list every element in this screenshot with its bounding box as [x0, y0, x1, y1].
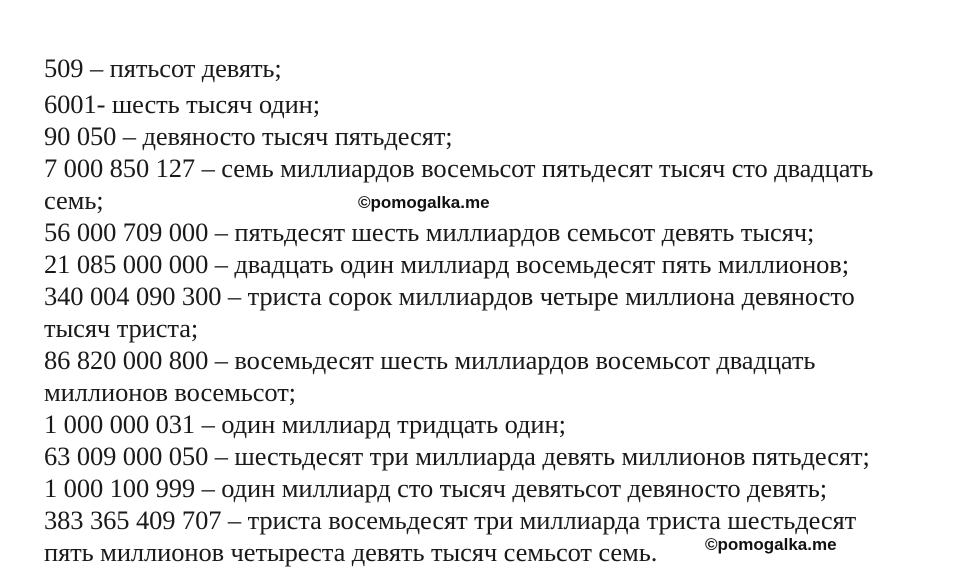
text-line: миллионов восемьсот;	[44, 377, 296, 407]
text-line: 340 004 090 300 – триста сорок миллиардов четыре миллиона девяносто	[44, 281, 855, 311]
watermark: ©pomogalka.me	[358, 193, 490, 212]
text-line: 86 820 000 800 – восемьдесят шесть миллиардов восемьсот двадцать	[44, 345, 816, 375]
watermark: ©pomogalka.me	[705, 535, 837, 554]
text-line: 63 009 000 050 – шестьдесят три миллиарда девять миллионов пятьдесят;	[44, 441, 870, 471]
text-line: 1 000 000 031 – один миллиард тридцать один;	[44, 409, 566, 439]
text-line: 21 085 000 000 – двадцать один миллиард восемьдесят пять миллионов;	[44, 249, 849, 279]
text-line: пять миллионов четыреста девять тысяч семьсот семь.	[44, 537, 658, 567]
text-line: 90 050 – девяносто тысяч пятьдесят;	[44, 121, 453, 151]
text-line: тысяч триста;	[44, 313, 199, 343]
text-line: 6001- шесть тысяч один;	[44, 89, 321, 119]
text-line: 1 000 100 999 – один миллиард сто тысяч девятьсот девяносто девять;	[44, 473, 827, 503]
text-line: 7 000 850 127 – семь миллиардов восемьсот пятьдесят тысяч сто двадцать	[44, 153, 874, 183]
text-line: 509 – пятьсот девять;	[44, 53, 282, 83]
text-line: семь;	[44, 185, 104, 215]
text-line: 56 000 709 000 – пятьдесят шесть миллиардов семьсот девять тысяч;	[44, 217, 815, 247]
document-body	[44, 52, 944, 568]
text-line: 383 365 409 707 – триста восемьдесят три миллиарда триста шестьдесят	[44, 505, 857, 535]
